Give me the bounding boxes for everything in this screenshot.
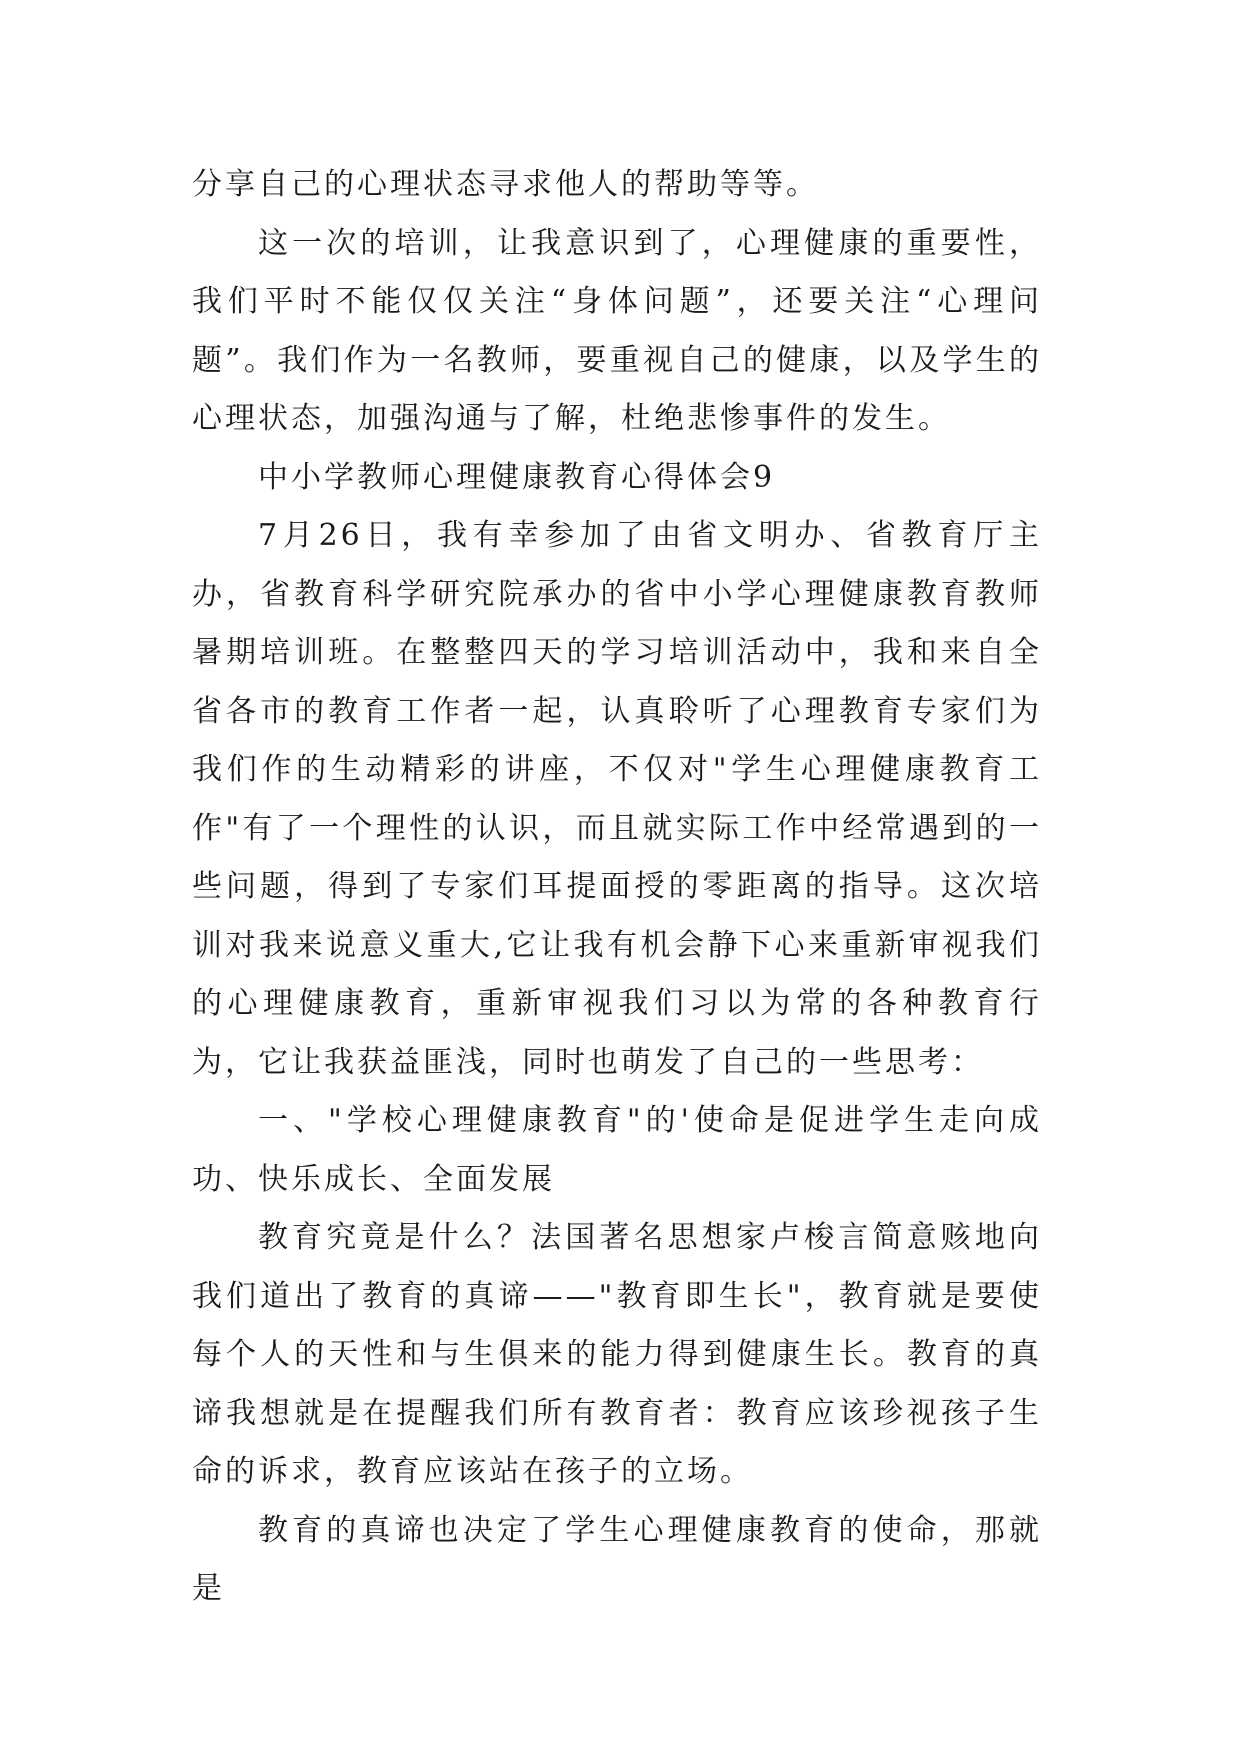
paragraph-2: 这一次的培训，让我意识到了，心理健康的重要性，我们平时不能仅仅关注“身体问题”，还要关注“心理问题”。我们作为一名教师，要重视自己的健康，以及学生的心理状态，加强沟通与了解，杜绝悲惨事件的发生。 <box>192 225 1042 436</box>
paragraph-5: 教育的真谛也决定了学生心理健康教育的使命，那就是 <box>192 1512 1042 1606</box>
section-heading: 中小学教师心理健康教育心得体会9 <box>258 459 776 495</box>
subheading-1: 一、"学校心理健康教育"的'使命是促进学生走向成功、快乐成长、全面发展 <box>192 1103 1042 1197</box>
paragraph-3: 7月26日，我有幸参加了由省文明办、省教育厅主办，省教育科学研究院承办的省中小学心理健康教育教师暑期培训班。在整整四天的学习培训活动中，我和来自全省各市的教育工作者一起，认真聆听了心理教育专家们为我们作的生动精彩的讲座，不仅对"学生心理健康教育工作"有了一个理性的认识，而且就实际工作中经常遇到的一些问题，得到了专家们耳提面授的零距离的指导。这次培训对我来说意义重大,它让我有机会静下心来重新审视我们的心理健康教育，重新审视我们习以为常的各种教育行为，它让我获益匪浅，同时也萌发了自己的一些思考： <box>192 518 1042 1080</box>
paragraph-1: 分享自己的心理状态寻求他人的帮助等等。 <box>192 167 819 202</box>
paragraph-4: 教育究竟是什么？法国著名思想家卢梭言简意赅地向我们道出了教育的真谛——"教育即生长"，教育就是要使每个人的天性和与生俱来的能力得到健康生长。教育的真谛我想就是在提醒我们所有教育者：教育应该珍视孩子生命的诉求，教育应该站在孩子的立场。 <box>192 1220 1042 1489</box>
document-page <box>192 156 1042 1619</box>
